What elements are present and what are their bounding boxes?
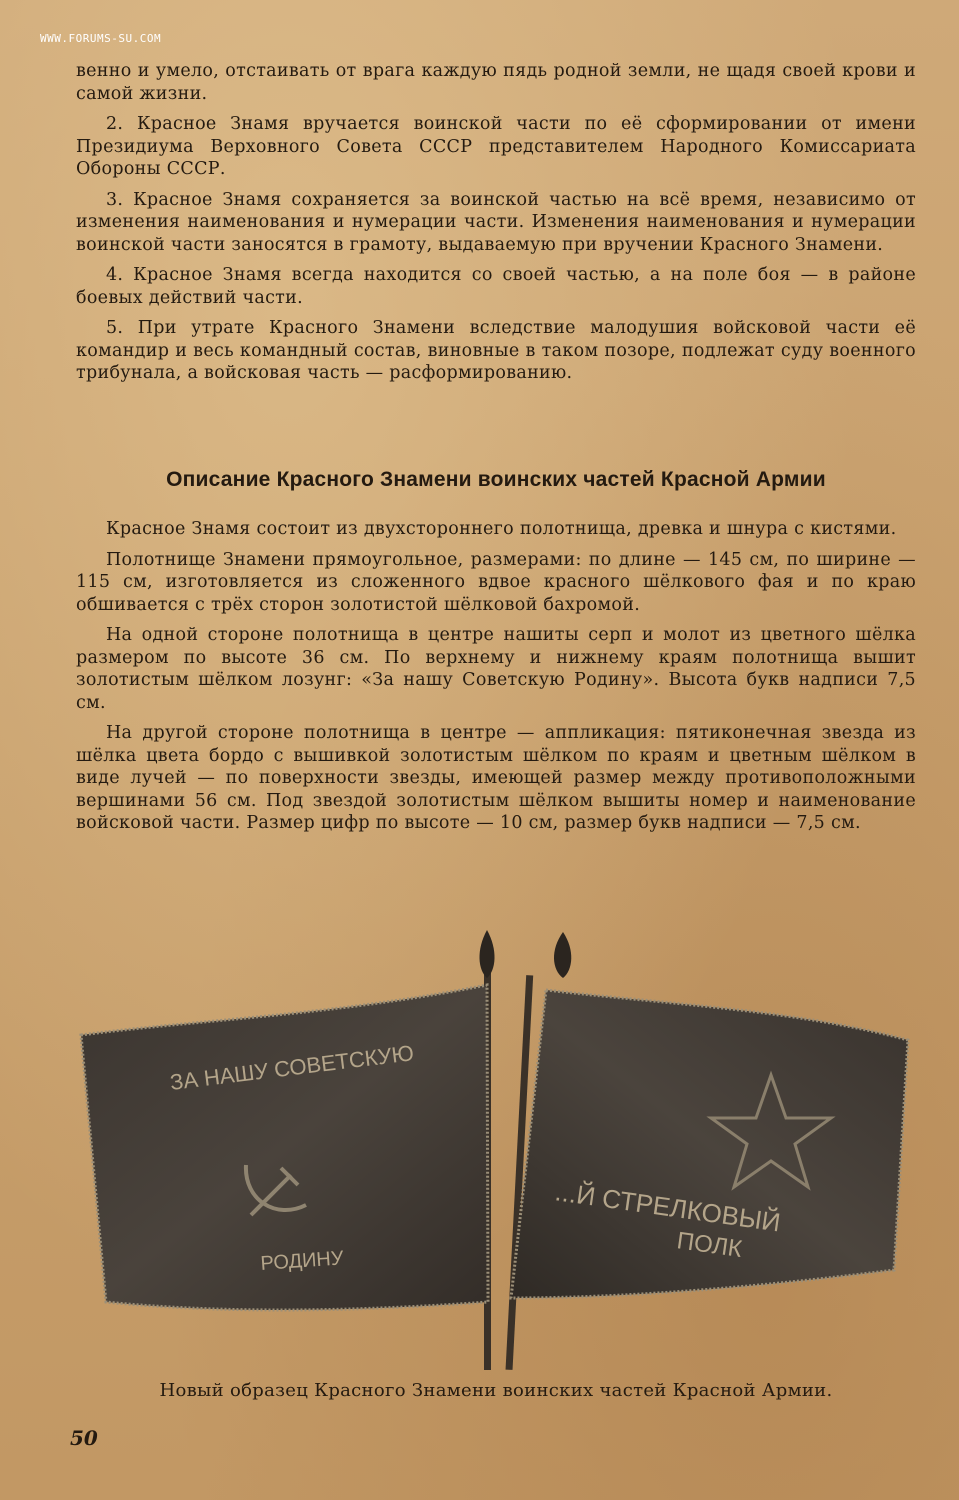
right-finial-icon [554, 932, 571, 978]
paragraph-continuation: венно и умело, отстаивать от врага каждую пядь родной земли, не щадя своей крови и самой жизни. [76, 61, 916, 104]
banner-photo [76, 930, 916, 1370]
photo-caption: Новый образец Красного Знамени воинских частей Красной Армии. [159, 1380, 833, 1401]
paragraph-front-side: На одной стороне полотнища в центре нашиты серп и молот из цветного шёлка размером по высоте 36 см. По верхнему и нижнему краям полотнища вышит золотистым шёлком лозунг: «За нашу Советскую Родину». Высота букв надписи 7,5 см. [76, 625, 916, 713]
section-title: Описание Красного Знамени воинских частей Красной Армии [166, 468, 826, 491]
paragraph-rule-3: 3. Красное Знамя сохраняется за воинской частью на всё время, независимо от изменения наименования и нумерации части. Изменения наименования и нумерации воинской части заносятся в грамоту, выдаваемую при вручении Красного Знамени. [76, 189, 916, 255]
paragraph-back-side: На другой стороне полотнища в центре — аппликация: пятиконечная звезда из шёлка цвета бордо с вышивкой золотистым шёлком по краям и цветным шёлком в виде лучей — по поверхности звезды, имеющей размер между противоположными вершинами 56 см. Под звездой золотистым шёлком вышиты номер и наименование войсковой части. Размер цифр по высоте — 10 см, размер букв надписи — 7,5 см. [76, 723, 916, 833]
right-flag-text-line1: ...Й СТРЕЛКОВЫЙ [553, 1176, 783, 1238]
page-number: 50 [70, 1426, 98, 1450]
right-flag-text-line2: ПОЛК [675, 1227, 744, 1264]
left-finial-icon [479, 930, 494, 978]
left-flag [81, 930, 495, 1370]
article-rules [76, 60, 916, 385]
watermark: WWW.FORUMS-SU.COM [40, 32, 162, 45]
right-flag [506, 932, 908, 1370]
paragraph-rule-2: 2. Красное Знамя вручается воинской части по её сформировании от имени Президиума Верховного Совета СССР представителем Народного Комиссариата Обороны СССР. [76, 114, 916, 179]
left-flag-bottom-text: РОДИНУ [259, 1247, 345, 1275]
flag-description [76, 518, 916, 835]
paragraph-composition: Красное Знамя состоит из двухстороннего полотнища, древка и шнура с кистями. [106, 519, 897, 539]
paragraph-rule-4: 4. Красное Знамя всегда находится со своей частью, а на поле боя — в районе боевых действий части. [76, 265, 916, 308]
paragraph-cloth: Полотнище Знамени прямоугольное, размерами: по длине — 145 см, по ширине — 115 см, изготовляется из сложенного вдвое красного шёлкового фая и по краю обшивается с трёх сторон золотистой шёлковой бахромой. [76, 549, 916, 615]
left-flag-top-text: ЗА НАШУ СОВЕТСКУЮ [168, 1040, 416, 1095]
banner-photo-svg [76, 930, 916, 1370]
paragraph-rule-5: 5. При утрате Красного Знамени вследствие малодушия войсковой части её командир и весь командный состав, виновные в таком позоре, подлежат суду военного трибунала, а войсковая часть — расформированию. [76, 318, 916, 383]
